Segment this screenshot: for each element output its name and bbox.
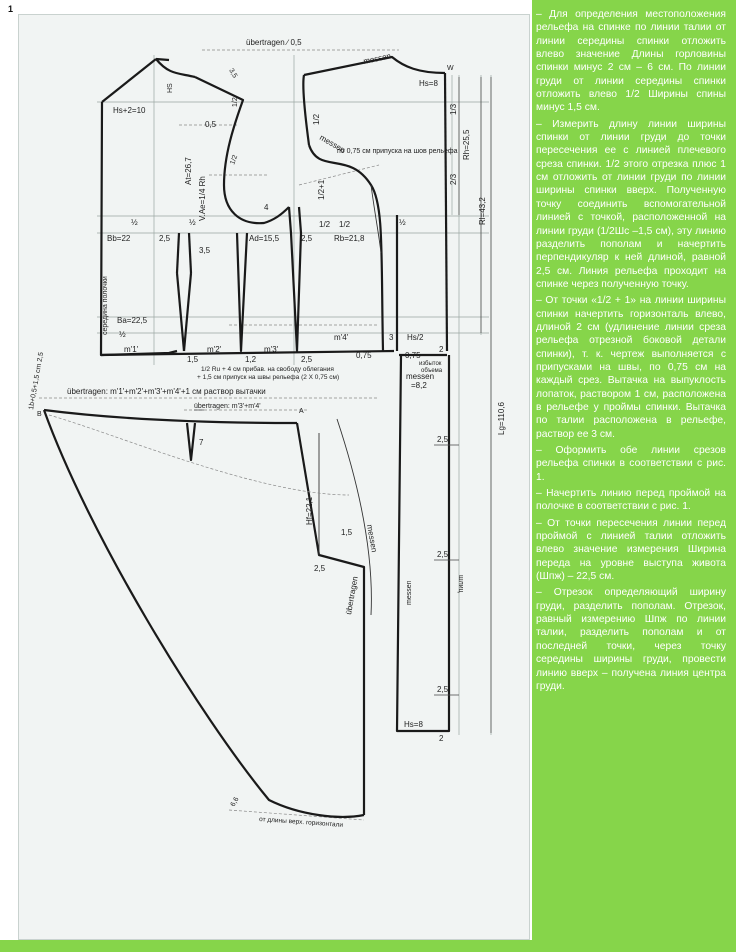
label-25-f: 2,5 [437,550,449,559]
label-izb-1: избыток [419,361,442,367]
label-rl: Rl=43,2 [478,197,487,225]
label-25-e: 2,5 [437,435,449,444]
label-A: A [299,408,304,415]
label-bottom-note: от длины верх. горизонтали [258,816,344,829]
label-half-sym-1: ½ [131,218,138,227]
label-hs8-bottom: Hs=8 [404,720,423,729]
label-15: 1,5 [187,355,199,364]
label-messen-arm: messen [318,132,347,155]
label-half-sym-3: ½ [399,218,406,227]
label-vert-left: 1b+0,5+1,5 cm 2,5 [28,351,46,411]
label-ubertragen-m: übertragen: m'1'+m'2'+m'3'+m'4'+1 см раствор вытачки [67,387,266,396]
label-note-075: по 0,75 см припуска на шов рельефа [337,148,458,155]
front-piece-outline [101,59,394,355]
label-W: W [447,65,454,72]
label-at: At=26,7 [184,157,193,185]
instruction-paragraph: – Для определения местоположения рельефа на спинке по линии талии от линии середины спинки отложить влево значение Длины горловины спинки минус 2 см – 6 см. По линии груди от линии середины спинки отложить влево 1/2 Ширины спины минус 1,5 см. [536,9,726,114]
label-075: 0,75 [356,351,372,360]
label-eq82: =8,2 [411,381,427,390]
label-25-c: 2,5 [301,355,313,364]
label-ubertragen-m2: übertragen: m'3'+m'4' [194,403,261,410]
label-seredina: середина полочки [102,276,109,335]
instruction-paragraph: – Начертить линию перед проймой на полочке в соответствии с рис. 1. [536,488,726,513]
label-messen-right: messen [406,372,435,381]
pattern-svg [19,15,531,941]
label-one-third: 1/3 [449,103,458,115]
label-vae: V.Ae=1/4 Rh [198,176,207,221]
label-25-d: 2,5 [314,564,326,573]
construction-guides [39,50,491,820]
label-35-b: 3,5 [199,246,211,255]
label-hs-v: HS [167,83,174,93]
pattern-labels [28,38,506,829]
label-12: 1,2 [245,355,257,364]
label-note-allow-2: + 1,5 см припуск на швы рельефа (2 Х 0,75 см) [197,374,340,381]
label-ubertragen-05: übertragen ∕ 0,5 [246,38,302,47]
label-ba: Ba=22,5 [117,316,148,325]
instructions-text [536,8,726,696]
label-B: B [37,411,42,418]
label-lg: Lg=110,6 [497,402,506,435]
label-half-sym-4: ½ [119,330,126,339]
label-m3: m'3' [264,345,279,354]
label-rb: Rb=21,8 [334,234,365,243]
label-075-b: 0,75 [405,351,421,360]
instructions-sidebar [532,0,736,940]
bottom-green-bar [0,940,736,952]
label-half-plus-1: 1/2+1 [317,179,326,200]
instruction-paragraph: – Оформить обе линии срезов рельефа спинки в соответствии с рис. 1. [536,445,726,483]
label-05: 0,5 [205,120,217,129]
pattern-drawing [18,14,530,940]
label-m2: m'2' [207,345,222,354]
label-hf: Hf=22,1 [305,496,314,525]
label-two-b: 2 [439,734,444,743]
label-hs2-10: Hs+2=10 [113,106,146,115]
label-half-b: 1/2 [312,113,321,125]
label-hs2: Hs/2 [407,333,424,342]
label-hs8-top: Hs=8 [419,79,438,88]
instruction-paragraph: – Измерить длину линии ширины спинки от линии груди до точки пересечения ее с линией плечевого среза спинки. 1/2 этого отрезка плюс 1 см отложить от линии груди по линии ширины спинки вверх. Полученную точку соединить вспомогательной линией с точкой, расположенной на линии груди (1/2Шс –1,5 см), эту линию разделить пополам и начертить перпендикуляр к ней длиной, равной 2,5 см. Линия рельефа проходит на спинке через полученную точку. [536,118,726,290]
label-m1: m'1' [124,345,139,354]
label-m4: m'4' [334,333,349,342]
label-25-a: 2,5 [159,234,171,243]
label-note-allow-1: 1/2 Ru + 4 см прибав. на свободу облегания [201,366,334,373]
label-messen-lower: messen [365,523,379,553]
page-number: 1 [8,4,14,14]
label-two-third: 2/3 [449,173,458,185]
label-35: 3,5 [227,67,239,80]
label-25-b: 2,5 [301,234,313,243]
instruction-paragraph: – Отрезок определяющий ширину груди, разделить пополам. Отрезок, равный измерению Шпж по линии талии, разделить пополам и от последней точки, через точку середины ширины груди, провести линию вверх – получена линия центра груди. [536,587,726,692]
label-half-d: 1/2 [339,220,351,229]
lower-piece-outline [44,410,371,817]
label-ad: Ad=15,5 [249,234,280,243]
label-66: 6,6 [229,796,241,808]
label-two: 2 [439,345,444,354]
label-four: 4 [264,203,269,212]
label-half-1: 1/2 [232,97,239,107]
label-izb-2: объема [421,368,443,374]
label-25-g: 2,5 [437,685,449,694]
back-piece-outline [303,57,449,731]
label-messen-top: messen [362,51,392,66]
label-three: 3 [389,333,394,342]
label-rh: Rh=25,5 [462,129,471,160]
label-shva: шлиц [457,575,464,593]
label-seven: 7 [199,438,204,447]
label-half-c: 1/2 [319,220,331,229]
label-half-sym-2: ½ [189,218,196,227]
instruction-paragraph: – От точки пересечения линии перед проймой с линией талии отложить влево значение измерения Ширина переда на уровне выступа живота (Шпж) – 22,5 см. [536,517,726,583]
label-bb: Bb=22 [107,234,131,243]
label-15-b: 1,5 [341,528,353,537]
label-messen-vert: messen [406,580,413,605]
label-half-2: 1/2 [229,154,240,166]
instruction-paragraph: – От точки «1/2 + 1» на линии ширины спинки начертить горизонталь влево, длиной 2 см (удлинение линии среза рельефа отрезной боковой детали спинки), т. к. чертеж выполняется с припусками на швы, по 0,75 см на каждый срез. Вытачка на выпуклость лопаток, раствором 1 см, расположена в рельефе у проймы спинки. Вытачка по талии расположена в рельефе, раствор ее 3 см. [536,295,726,440]
label-ubertragen-v: übertragen [344,575,360,616]
